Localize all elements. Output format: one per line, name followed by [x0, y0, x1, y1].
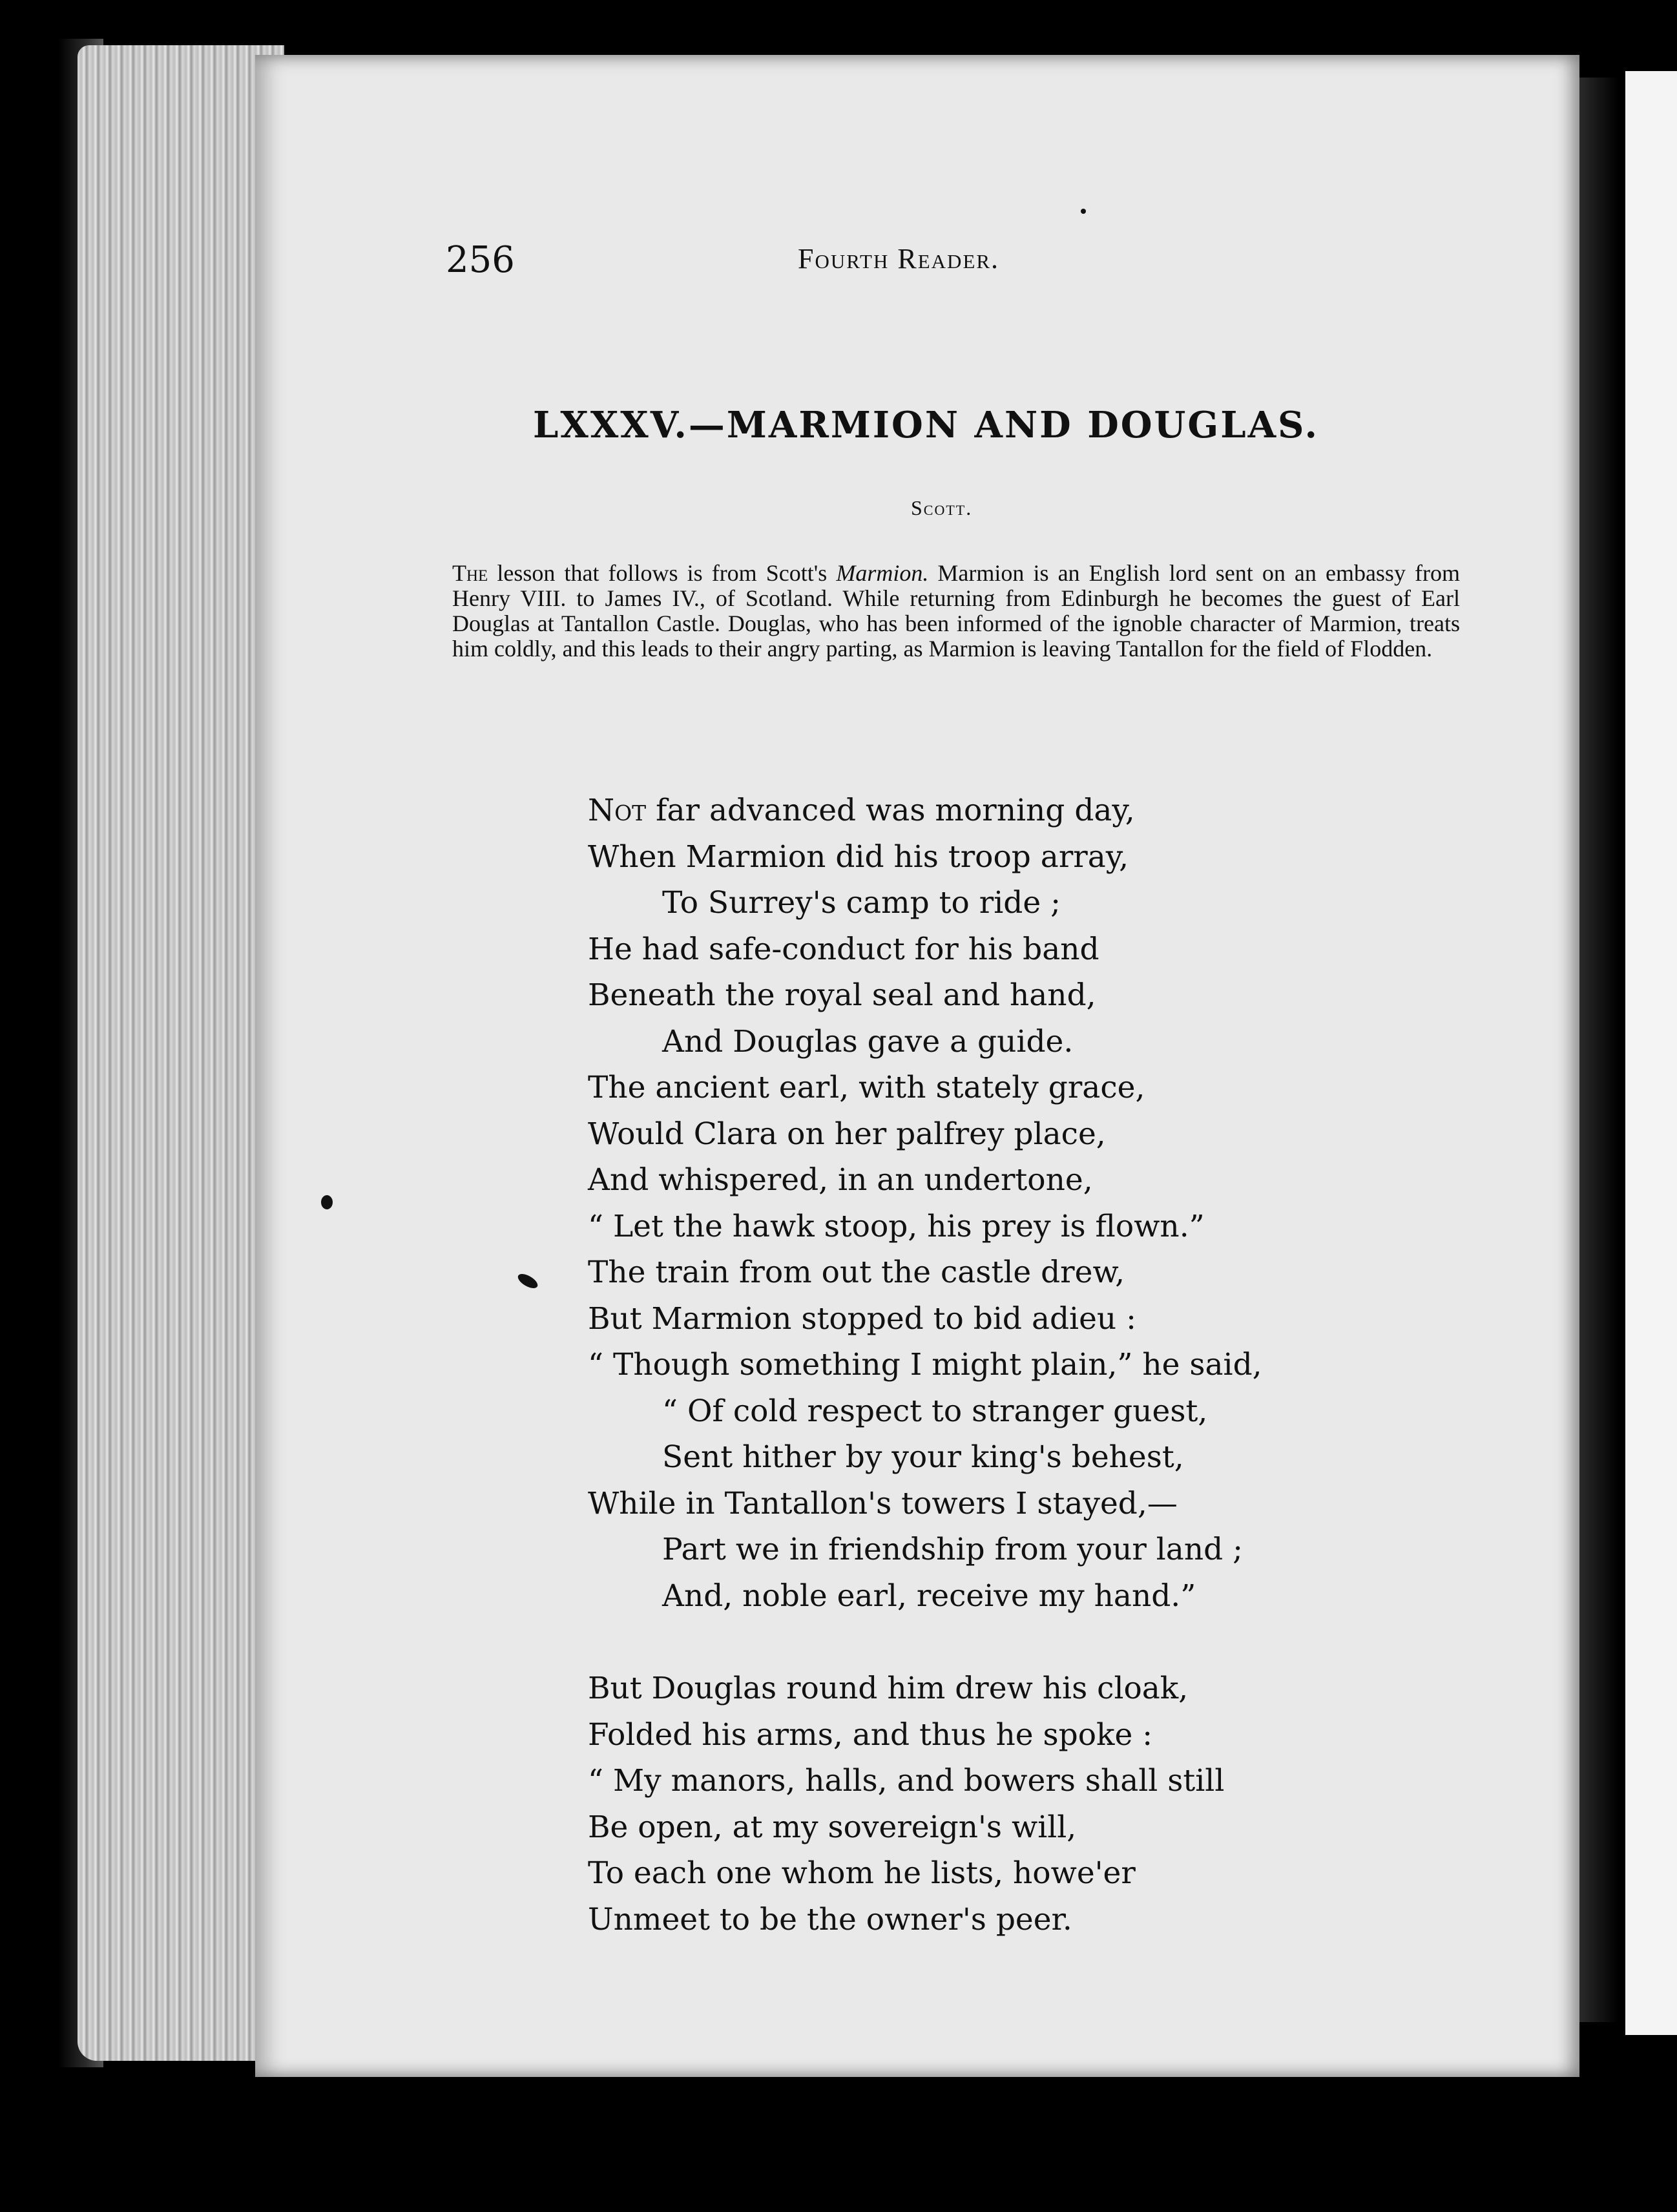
- poem-line: [662, 1023, 1073, 1061]
- poem-line-text: Unmeet to be the owner's peer.: [588, 1901, 1072, 1937]
- ink-speck: [1081, 209, 1086, 214]
- facing-page-edge: [1621, 71, 1677, 2035]
- poem-line-text: But Douglas round him drew his cloak,: [588, 1671, 1189, 1706]
- poem-line: [662, 1577, 1196, 1616]
- poem-line: [662, 884, 1061, 923]
- poem-line: [588, 976, 1096, 1015]
- poem-line: [588, 1762, 1224, 1800]
- poem-line: [588, 1669, 1188, 1708]
- poem-line-text: Beneath the royal seal and hand,: [588, 977, 1096, 1013]
- poem-line: [588, 1115, 1106, 1154]
- poem-line-text: To each one whom he lists, howe'er: [588, 1855, 1136, 1891]
- poem-line: [588, 1346, 1262, 1384]
- page-number: 256: [446, 239, 515, 281]
- intro-lead-word: The: [452, 560, 488, 586]
- poem-line-text: The train from out the castle drew,: [588, 1255, 1125, 1290]
- poem-line: [588, 1808, 1076, 1847]
- poem-line-text: Sent hither by your king's behest,: [662, 1439, 1184, 1475]
- poem-line: [588, 1207, 1205, 1246]
- poem-line-text: And, noble earl, receive my hand.”: [662, 1578, 1196, 1614]
- poem-line: [588, 838, 1129, 877]
- poem-line: [662, 1438, 1184, 1477]
- poem-line: [588, 1161, 1093, 1200]
- poem-lead-word: Not: [588, 793, 647, 828]
- poem-line: [588, 1716, 1152, 1755]
- poem-line-text: Folded his arms, and thus he spoke :: [588, 1716, 1153, 1753]
- poem-line-text: To Surrey's camp to ride ;: [662, 885, 1061, 921]
- poem-line-text: And Douglas gave a guide.: [662, 1023, 1074, 1059]
- poem-line-text: While in Tantallon's towers I stayed,—: [588, 1485, 1178, 1521]
- poem-line: [588, 791, 1135, 830]
- intro-work-title: Marmion.: [836, 560, 929, 586]
- ink-speck: [321, 1195, 333, 1209]
- page-stack-edges: [78, 45, 284, 2061]
- poem-line-text: When Marmion did his troop array,: [588, 839, 1129, 875]
- poem-line-text: But Marmion stopped to bid adieu :: [588, 1300, 1136, 1337]
- book-binding: [1579, 78, 1618, 2022]
- poem-line-text: “ My manors, halls, and bowers shall still: [588, 1763, 1225, 1799]
- poem-line: [588, 1901, 1072, 1939]
- lesson-title: LXXXV.—MARMION AND DOUGLAS.: [533, 404, 1319, 446]
- poem-line: [588, 1253, 1125, 1292]
- poem-line-text: Be open, at my sovereign's will,: [588, 1809, 1077, 1845]
- poem-line-text: And whispered, in an undertone,: [588, 1162, 1093, 1198]
- poem-line-text: Would Clara on her palfrey place,: [588, 1116, 1106, 1152]
- poem-line: [588, 930, 1099, 969]
- running-head: Fourth Reader.: [798, 243, 1000, 275]
- author-name: Scott.: [911, 496, 973, 519]
- poem-line: [588, 1854, 1136, 1893]
- poem-line-text: “ Though something I might plain,” he said,: [588, 1347, 1262, 1382]
- intro-text-part-2: Marmion is an English lord sent on an embassy from Henry VIII. to James IV., of Scotland. While returning from Edinburgh he becomes the guest of Earl Douglas at Tantallon Castle. Douglas, who has been informed of the ignoble character of Marmion, treats him coldly, and this leads to their angry parting, as Marmion is leaving Tantallon for the field of Flodden.: [452, 560, 1460, 662]
- poem-line: [588, 1069, 1145, 1107]
- poem-line: [662, 1392, 1207, 1431]
- intro-text-part-1: lesson that follows is from Scott's: [488, 560, 837, 586]
- poem-line: [588, 1300, 1136, 1339]
- poem-line-text: far advanced was morning day,: [646, 793, 1135, 828]
- poem-line-text: Part we in friendship from your land ;: [662, 1532, 1243, 1567]
- poem-line-text: “ Of cold respect to stranger guest,: [662, 1393, 1208, 1429]
- poem-line-text: The ancient earl, with stately grace,: [588, 1070, 1145, 1105]
- poem-line-text: “ Let the hawk stoop, his prey is flown.”: [588, 1208, 1205, 1244]
- lesson-introduction: [452, 561, 1460, 662]
- poem-line: [662, 1530, 1243, 1569]
- poem-line-text: He had safe-conduct for his band: [588, 931, 1099, 967]
- poem-line: [588, 1485, 1178, 1523]
